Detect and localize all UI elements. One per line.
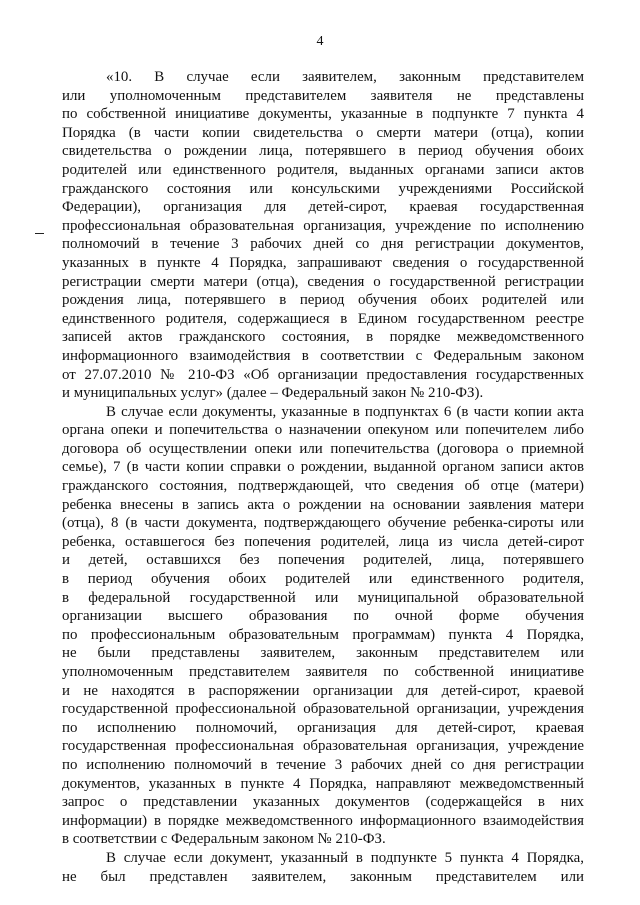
document-body <box>62 68 584 886</box>
text-line: в период обучения обоих родителей или единственного родителя, <box>62 571 584 588</box>
paragraph <box>62 849 584 886</box>
text-line: свидетельства о рождении лица, потерявшего в период обучения обоих <box>62 143 584 160</box>
text-line: Порядка (в части копии свидетельства о смерти матери (отца), копии <box>62 124 584 141</box>
text-line: и муниципальных услуг» (далее – Федеральный закон № 210-ФЗ). <box>62 385 484 402</box>
text-line: государственной профессиональной образовательной организации, учреждения <box>62 701 584 718</box>
text-line: от 27.07.2010 № 210-ФЗ «Об организации предоставления государственных <box>62 366 584 383</box>
text-line: регистрации смерти матери (отца), сведения о государственной регистрации <box>62 273 584 290</box>
text-line: государственная профессиональная образовательная организация, учреждение <box>62 738 584 755</box>
text-line: рождения лица, потерявшего в период обучения обоих родителей или <box>62 292 584 309</box>
text-line: (отца), 8 (в части документа, подтверждающего обучение ребенка-сироты или <box>62 515 584 532</box>
text-line: в федеральной государственной или муниципальной образовательной <box>62 589 584 606</box>
text-line: договора об осуществлении опеки или попечительства (договора о приемной <box>62 440 584 457</box>
text-line: полномочий в течение 3 рабочих дней со дня регистрации документов, <box>62 236 584 253</box>
text-line: «10. В случае если заявителем, законным представителем <box>106 69 584 85</box>
text-line: органа опеки и попечительства о назначении опекуном или попечителем либо <box>62 422 584 439</box>
text-line: ребенка внесены в запись акта о рождении на основании заявления матери <box>62 496 584 513</box>
text-line: и детей, оставшихся без попечения родителей, лица, потерявшего <box>62 552 584 569</box>
text-line: по исполнению полномочий, организация для детей-сирот, краевая <box>62 719 584 736</box>
text-line: информационного взаимодействия в соответствии с Федеральным законом <box>62 347 584 364</box>
text-line: по профессиональным образовательным программам) пункта 4 Порядка, <box>62 626 584 643</box>
text-line: единственного родителя, содержащиеся в Едином государственном реестре <box>62 310 584 327</box>
text-line: профессиональная образовательная организация, учреждение по исполнению <box>62 217 584 234</box>
text-line: семье), 7 (в части копии справки о рождении, выданной органом записи актов <box>62 459 584 476</box>
text-line: В случае если документ, указанный в подпункте 5 пункта 4 Порядка, <box>106 849 584 866</box>
text-line: документов, указанных в пункте 4 Порядка, направляют межведомственный <box>62 775 584 792</box>
text-line: гражданского состояния или консульскими учреждениями Российской <box>62 180 584 197</box>
text-line: по исполнению полномочий в течение 3 рабочих дней со дня регистрации <box>62 756 584 773</box>
text-line: по собственной инициативе документы, указанные в подпункте 7 пункта 4 <box>62 106 584 123</box>
text-line: и не находятся в распоряжении организации для детей-сирот, краевой <box>62 682 584 699</box>
paragraph <box>62 403 584 849</box>
text-line: не были представлены заявителем, законным представителем или <box>62 645 584 662</box>
page-number: 4 <box>316 34 324 49</box>
text-line: указанных в пункте 4 Порядка, запрашивают сведения о государственной <box>62 254 584 271</box>
text-line: ребенка, оставшегося без попечения родителей, лица из числа детей-сирот <box>62 533 584 550</box>
text-line: в соответствии с Федеральным законом № 210-ФЗ. <box>62 831 386 848</box>
text-line: гражданского состояния, подтверждающей, что сведения об отце (матери) <box>62 478 584 495</box>
text-line: уполномоченным представителем заявителя по собственной инициативе <box>62 664 584 680</box>
margin-dash-mark <box>35 233 44 234</box>
text-line: Федерации), организация для детей-сирот, краевая государственная <box>62 199 584 216</box>
text-line: запрос о представлении указанных документов (содержащейся в них <box>62 794 584 811</box>
text-line: организации высшего образования по очной форме обучения <box>62 608 584 625</box>
text-line: или уполномоченным представителем заявителя не представлены <box>62 87 584 104</box>
text-line: не был представлен заявителем, законным представителем или <box>62 868 584 885</box>
paragraph <box>62 68 584 403</box>
text-line: записей актов гражданского состояния, в порядке межведомственного <box>62 329 584 346</box>
text-line: В случае если документы, указанные в подпунктах 6 (в части копии акта <box>106 403 584 420</box>
text-line: информации) в порядке межведомственного информационного взаимодействия <box>62 812 584 829</box>
text-line: родителей или единственного родителя, выданных органами записи актов <box>62 161 584 178</box>
